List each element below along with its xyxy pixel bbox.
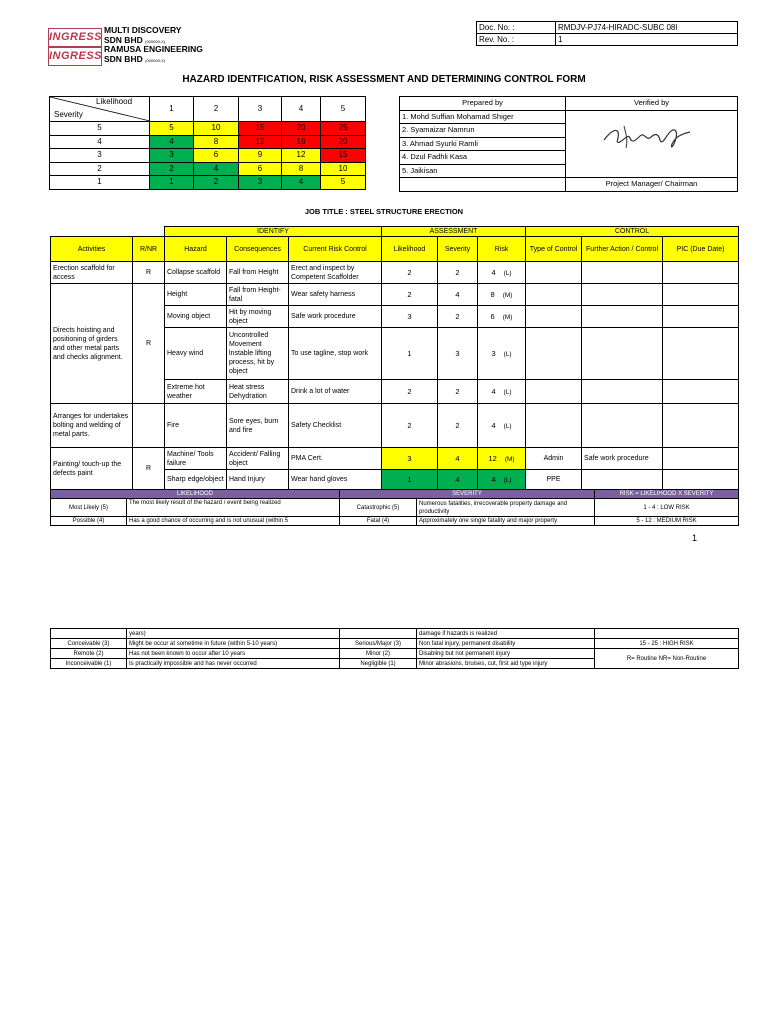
likelihood-col-header: 2	[194, 97, 239, 122]
severity-row-header: 3	[50, 149, 150, 163]
current-control-cell: Erect and inspect by Competent Scaffolder	[289, 262, 382, 284]
severity-description: Non fatal injury, permanent disability	[417, 639, 595, 649]
risk-rating: (M)	[502, 313, 513, 321]
control-header: CONTROL	[526, 227, 739, 237]
type-of-control-cell	[526, 306, 582, 328]
likelihood-level: Remote (2)	[51, 649, 127, 659]
hazard-cell: Fire	[165, 404, 227, 448]
rnr-cell	[133, 404, 165, 448]
risk-score: 3	[491, 348, 496, 358]
severity-cell: 2	[438, 404, 478, 448]
likelihood-cell: 1	[382, 328, 438, 380]
risk-rating: (L)	[503, 269, 512, 277]
risk-cell	[478, 306, 526, 328]
severity-cell: 3	[438, 328, 478, 380]
matrix-corner	[50, 97, 150, 122]
risk-rating: (M)	[502, 291, 513, 299]
risk-score-cell: 16	[282, 135, 321, 149]
likelihood-cell: 2	[382, 404, 438, 448]
further-action-cell	[582, 262, 663, 284]
company-name-2	[104, 45, 203, 65]
pic-cell	[663, 448, 739, 470]
risk-score-cell: 10	[321, 162, 366, 176]
rnr-cell: R	[133, 448, 165, 490]
activity-cell: Erection scaffold for access	[51, 262, 133, 284]
risk-cell	[478, 470, 526, 490]
likelihood-cell: 2	[382, 380, 438, 404]
hazard-cell: Moving object	[165, 306, 227, 328]
hazard-cell: Sharp edge/object	[165, 470, 227, 490]
further-action-cell	[582, 404, 663, 448]
company-name-line2: SDN BHD	[104, 53, 143, 64]
severity-description: Numerous fatalities, irrecoverable property damage and productivity	[417, 499, 595, 517]
risk-cell	[478, 404, 526, 448]
assessment-header: ASSESSMENT	[382, 227, 526, 237]
current-control-cell: Safety Checklist	[289, 404, 382, 448]
consequences-cell: Accident/ Falling object	[227, 448, 289, 470]
consequences-cell: Sore eyes, burn and fire	[227, 404, 289, 448]
risk-rating: (L)	[503, 422, 512, 430]
severity-level: Fatal (4)	[340, 517, 417, 526]
risk-score-cell: 10	[194, 122, 239, 136]
risk-header: Risk	[478, 237, 526, 262]
preparer-name: 5. Jaikisan	[400, 164, 566, 178]
company-name-1	[104, 26, 181, 46]
current-control-cell: To use tagline, stop work	[289, 328, 382, 380]
risk-score-cell: 8	[194, 135, 239, 149]
risk-score: 4	[491, 267, 496, 277]
severity-cell: 2	[438, 380, 478, 404]
severity-description: Approximately one single fatality and major property	[417, 517, 595, 526]
legend-table	[50, 489, 739, 526]
company-reg: (000000-X)	[145, 57, 166, 63]
company-name-line1: RAMUSA ENGINEERING	[104, 44, 203, 54]
likelihood-header: Likelihood	[382, 237, 438, 262]
hiradc-table	[50, 226, 739, 490]
risk-score-cell: 3	[239, 176, 282, 190]
hazard-cell: Extreme hot weather	[165, 380, 227, 404]
risk-score-cell: 20	[321, 135, 366, 149]
likelihood-level: Inconceivable (1)	[51, 659, 127, 669]
risk-score-cell: 2	[194, 176, 239, 190]
risk-rating: (L)	[503, 388, 512, 396]
risk-score-cell: 9	[239, 149, 282, 163]
risk-score: 4	[491, 474, 496, 484]
type-of-control-cell	[526, 328, 582, 380]
likelihood-cell: 2	[382, 284, 438, 306]
likelihood-description: Has not been known to occur after 10 years	[127, 649, 340, 659]
severity-cell: 4	[438, 470, 478, 490]
risk-rating: (L)	[503, 350, 512, 358]
risk-rating: (M)	[504, 455, 515, 463]
consequences-cell: Heat stress Dehydration	[227, 380, 289, 404]
current-control-header: Current Risk Control	[289, 237, 382, 262]
likelihood-description: Might be occur at sometime in future (within 5-10 years)	[127, 639, 340, 649]
hazard-cell: Heavy wind	[165, 328, 227, 380]
likelihood-cell: 3	[382, 448, 438, 470]
severity-cell: 2	[438, 306, 478, 328]
severity-description: Disabling but not permanent injury	[417, 649, 595, 659]
consequences-cell: Fall from Height	[227, 262, 289, 284]
type-of-control-cell	[526, 404, 582, 448]
rnr-cell: R	[133, 262, 165, 284]
further-action-cell	[582, 380, 663, 404]
risk-cell	[478, 262, 526, 284]
consequences-cell: Fall from Height-fatal	[227, 284, 289, 306]
pic-header: PIC (Due Date)	[663, 237, 739, 262]
severity-level: Serious/Major (3)	[340, 639, 417, 649]
document-meta-table	[476, 21, 738, 46]
hazard-cell: Height	[165, 284, 227, 306]
rnr-header: R/NR	[133, 237, 165, 262]
likelihood-cell: 2	[382, 262, 438, 284]
risk-cell	[478, 380, 526, 404]
hazard-cell: Collapse scaffold	[165, 262, 227, 284]
risk-legend-header: RISK = LIKELIHOOD X SEVERITY	[595, 490, 739, 499]
preparer-name: 4. Dzul Fadhli Kasa	[400, 151, 566, 165]
risk-band: 1 - 4 : LOW RISK	[595, 499, 739, 517]
header-spacer	[51, 227, 165, 237]
current-control-cell: PMA Cert.	[289, 448, 382, 470]
identify-header: IDENTIFY	[165, 227, 382, 237]
likelihood-level	[51, 629, 127, 639]
preparer-name: 1. Mohd Suffian Mohamad Shiger	[400, 110, 566, 124]
likelihood-col-header: 4	[282, 97, 321, 122]
company-name-line1: MULTI DISCOVERY	[104, 25, 182, 35]
form-title: HAZARD IDENTFICATION, RISK ASSESSMENT AND DETERMINING CONTROL FORM	[182, 74, 586, 85]
severity-description: Minor abrasions, bruises, cut, first aid type injury	[417, 659, 595, 669]
type-of-control-cell: Admin	[526, 448, 582, 470]
risk-score-cell: 12	[282, 149, 321, 163]
likelihood-axis-label: Likelihood	[96, 97, 133, 106]
doc-no-label: Doc. No. :	[477, 22, 556, 34]
severity-level: Minor (2)	[340, 649, 417, 659]
activity-cell: Painting/ touch-up the defects paint	[51, 448, 133, 490]
severity-level	[340, 629, 417, 639]
severity-legend-header: SEVERITY	[340, 490, 595, 499]
further-action-cell	[582, 470, 663, 490]
company-name-line2: SDN BHD	[104, 34, 143, 45]
further-action-cell: Safe work procedure	[582, 448, 663, 470]
rnr-cell: R	[133, 284, 165, 404]
risk-score-cell: 4	[194, 162, 239, 176]
risk-matrix	[49, 96, 366, 190]
risk-score-cell: 15	[321, 149, 366, 163]
company-logo: INGRESS	[48, 47, 102, 66]
severity-axis-label: Severity	[54, 110, 83, 119]
type-of-control-cell	[526, 284, 582, 306]
severity-row-header: 2	[50, 162, 150, 176]
risk-score-cell: 15	[239, 122, 282, 136]
consequences-header: Consequences	[227, 237, 289, 262]
likelihood-level: Most Likely (5)	[51, 499, 127, 517]
risk-band	[595, 629, 739, 639]
risk-score: 4	[491, 420, 496, 430]
company-reg: (000000-X)	[145, 38, 166, 44]
verifier-role: Project Manager/ Chairman	[566, 178, 738, 192]
rev-no-value: 1	[556, 34, 738, 46]
risk-score-cell: 12	[239, 135, 282, 149]
risk-cell	[478, 284, 526, 306]
pic-cell	[663, 328, 739, 380]
pic-cell	[663, 262, 739, 284]
pic-cell	[663, 404, 739, 448]
job-title: JOB TITLE : STEEL STRUCTURE ERECTION	[304, 207, 464, 216]
blank-cell	[400, 178, 566, 192]
further-action-cell	[582, 328, 663, 380]
likelihood-col-header: 5	[321, 97, 366, 122]
verified-by-header: Verified by	[566, 97, 738, 111]
severity-header: Severity	[438, 237, 478, 262]
likelihood-description: Has a good chance of occurring and is not unusual (within 5	[127, 517, 340, 526]
likelihood-description: Is practically impossible and has never occurred	[127, 659, 340, 669]
consequences-cell: Hit by moving object	[227, 306, 289, 328]
likelihood-legend-header: LIKELIHOOD	[51, 490, 340, 499]
risk-score-cell: 1	[150, 176, 194, 190]
risk-score-cell: 8	[282, 162, 321, 176]
risk-score-cell: 6	[194, 149, 239, 163]
likelihood-col-header: 3	[239, 97, 282, 122]
current-control-cell: Safe work procedure	[289, 306, 382, 328]
severity-cell: 4	[438, 284, 478, 306]
page-number: 1	[692, 533, 698, 543]
risk-score: 4	[491, 386, 496, 396]
risk-score-cell: 20	[282, 122, 321, 136]
severity-cell: 4	[438, 448, 478, 470]
rev-no-label: Rev. No. :	[477, 34, 556, 46]
pic-cell	[663, 284, 739, 306]
likelihood-description: The most likely result of the hazard / event being realized	[127, 499, 340, 517]
likelihood-col-header: 1	[150, 97, 194, 122]
severity-level: Negligible (1)	[340, 659, 417, 669]
risk-rating: (L)	[503, 476, 512, 484]
consequences-cell: Uncontrolled Movement lnstable lifting process, hit by object	[227, 328, 289, 380]
severity-row-header: 4	[50, 135, 150, 149]
severity-row-header: 1	[50, 176, 150, 190]
risk-band: 15 - 25 : HIGH RISK	[595, 639, 739, 649]
risk-score: 8	[490, 289, 495, 299]
risk-score-cell: 5	[321, 176, 366, 190]
hazard-cell: Machine/ Tools failure	[165, 448, 227, 470]
further-action-cell	[582, 284, 663, 306]
severity-row-header: 5	[50, 122, 150, 136]
signature-image	[600, 118, 700, 156]
type-of-control-cell	[526, 262, 582, 284]
current-control-cell: Wear safety harness	[289, 284, 382, 306]
legend-continuation-table	[50, 628, 739, 669]
likelihood-level: Possible (4)	[51, 517, 127, 526]
risk-band: 5 - 12 : MEDIUM RISK	[595, 517, 739, 526]
likelihood-cell: 3	[382, 306, 438, 328]
severity-description: damage if hazards is realized	[417, 629, 595, 639]
risk-score-cell: 2	[150, 162, 194, 176]
risk-score-cell: 3	[150, 149, 194, 163]
type-of-control-header: Type of Control	[526, 237, 582, 262]
prepared-by-header: Prepared by	[400, 97, 566, 111]
risk-cell	[478, 448, 526, 470]
further-action-cell	[582, 306, 663, 328]
routine-legend: R= Routine NR= Non-Routine	[595, 649, 739, 669]
hazard-header: Hazard	[165, 237, 227, 262]
risk-cell	[478, 328, 526, 380]
current-control-cell: Drink a lot of water	[289, 380, 382, 404]
likelihood-cell: 1	[382, 470, 438, 490]
risk-score-cell: 4	[282, 176, 321, 190]
likelihood-description: years)	[127, 629, 340, 639]
severity-level: Catastrophic (5)	[340, 499, 417, 517]
severity-cell: 2	[438, 262, 478, 284]
pic-cell	[663, 380, 739, 404]
risk-score-cell: 25	[321, 122, 366, 136]
doc-no-value: RMDJV-PJ74-HIRADC-SUBC 08l	[556, 22, 738, 34]
activity-cell: Directs hoisting and positioning of girders and other metal parts and checks alignment.	[51, 284, 133, 404]
type-of-control-cell	[526, 380, 582, 404]
pic-cell	[663, 306, 739, 328]
pic-cell	[663, 470, 739, 490]
company-logo: INGRESS	[48, 28, 102, 47]
risk-score: 6	[490, 311, 495, 321]
risk-score-cell: 6	[239, 162, 282, 176]
risk-score-cell: 4	[150, 135, 194, 149]
consequences-cell: Hand Injury	[227, 470, 289, 490]
preparer-name: 3. Ahmad Syurki Ramli	[400, 137, 566, 151]
risk-score-cell: 5	[150, 122, 194, 136]
activity-cell: Arranges for undertakes bolting and welding of metal parts.	[51, 404, 133, 448]
preparer-name: 2. Syamaizar Namrun	[400, 124, 566, 138]
type-of-control-cell: PPE	[526, 470, 582, 490]
activities-header: Activities	[51, 237, 133, 262]
risk-score: 12	[488, 453, 497, 463]
further-action-header: Further Action / Control	[582, 237, 663, 262]
likelihood-level: Conceivable (3)	[51, 639, 127, 649]
current-control-cell: Wear hand gloves	[289, 470, 382, 490]
